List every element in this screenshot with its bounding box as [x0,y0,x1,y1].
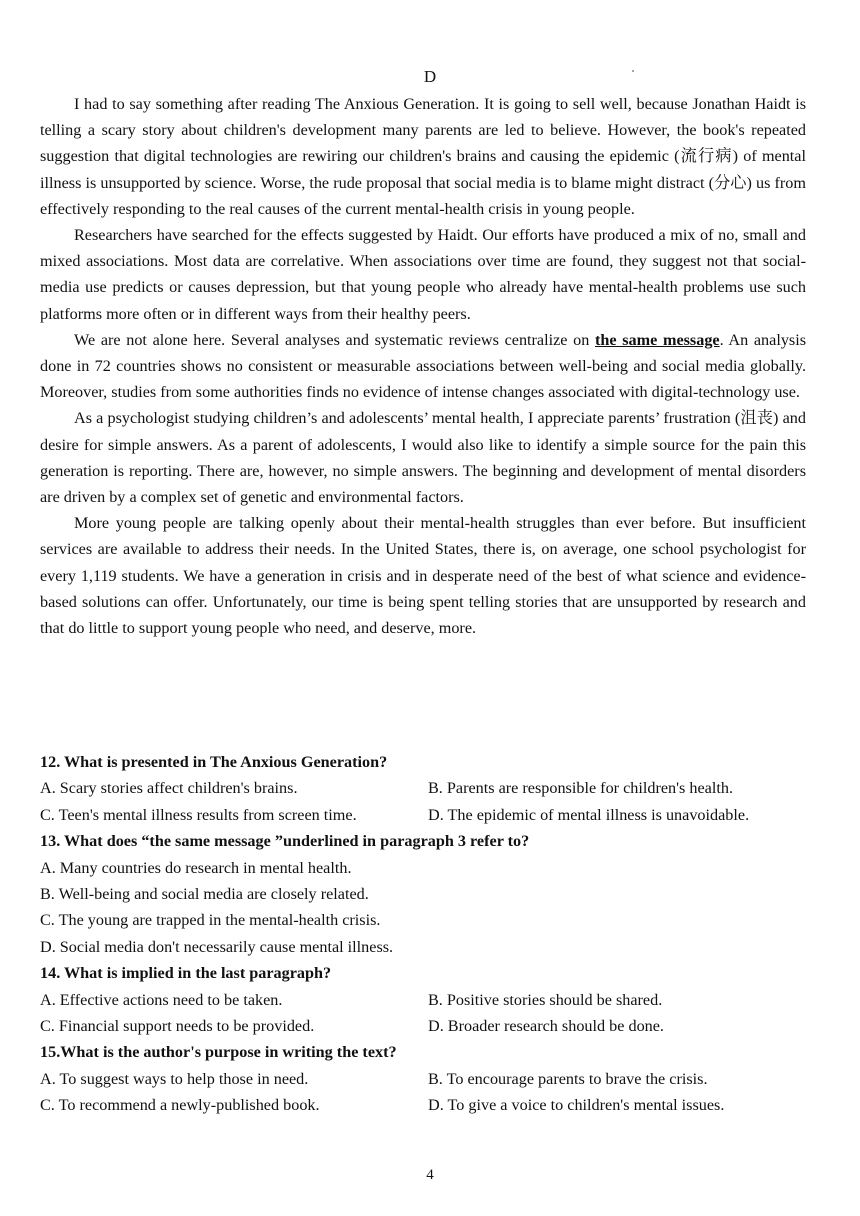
reading-passage [40,91,806,641]
question-list [40,749,810,1119]
question-12-option-c: C. Teen's mental illness results from screen time. [40,805,357,824]
section-heading: D [423,67,437,86]
question-14-stem: 14. What is implied in the last paragraph? [40,964,332,983]
question-12-options-row-2 [40,802,810,828]
question-15-options-row-1 [40,1066,810,1092]
scan-speck [632,70,634,72]
question-15-options-row-2 [40,1092,810,1118]
question-13-option-d: D. Social media don't necessarily cause mental illness. [40,937,394,956]
question-14-option-d: D. Broader research should be done. [428,1017,664,1036]
question-13-stem: 13. What does “the same message ”underlined in paragraph 3 refer to? [40,832,530,851]
paragraph-2: Researchers have searched for the effects suggested by Haidt. Our efforts have produced a mix of no, small and mixed associations. Most data are correlative. When associations over time are found, they suggest not that social-media use predicts or causes depression, but that young people who already have mental-health problems use such platforms more often or in different ways from their healthy peers. [40,226,806,323]
paragraph-3-end: . An analysis done in 72 countries shows no consistent or measurable associations between well-being and social media globally. Moreover, studies from some authorities finds no evidence of intense changes associated with digital-technology use. [40,330,807,402]
question-12-options-row-1 [40,775,810,801]
question-14-option-c: C. Financial support needs to be provided. [40,1017,315,1036]
question-15-option-b: B. To encourage parents to brave the crisis. [428,1069,708,1088]
question-12-option-b: B. Parents are responsible for children's health. [428,779,733,798]
paragraph-5: More young people are talking openly about their mental-health struggles than ever before. But insufficient services are available to address their needs. In the United States, there is, on average, one school psychologist for every 1,119 students. We have a generation in crisis and in desperate need of the best of what science and evidence-based solutions can offer. Unfortunately, our time is being spent telling stories that are unsupported by research and that do little to support young people who need, and deserve, more. [40,514,806,638]
page-number: 4 [426,1167,434,1183]
paragraph-3 [40,327,806,406]
question-15-stem: 15.What is the author's purpose in writing the text? [40,1043,397,1062]
question-14-options-row-2 [40,1013,810,1039]
question-12-option-a: A. Scary stories affect children's brains. [40,779,298,798]
paragraph-4: As a psychologist studying children’s and adolescents’ mental health, I appreciate parents’ frustration (沮丧) and desire for simple answers. As a parent of adolescents, I would also like to identify a simple source for the pain this generation is reporting. There are, however, no simple answers. The beginning and development of mental disorders are driven by a complex set of genetic and environmental factors. [40,409,806,507]
question-12-option-d: D. The epidemic of mental illness is unavoidable. [428,805,750,824]
question-14-options-row-1 [40,987,810,1013]
question-13-option-a: A. Many countries do research in mental health. [40,858,352,877]
paragraph-1: I had to say something after reading The Anxious Generation. It is going to sell well, because Jonathan Haidt is telling a scary story about children's development many parents are led to believe. However, the book's repeated suggestion that digital technologies are rewiring our children's brains and causing the epidemic (流行病) of mental illness is unsupported by science. Worse, the rude proposal that social media is to blame might distract (分心) us from effectively responding to the real causes of the current mental-health crisis in young people. [40,95,806,218]
question-15-option-c: C. To recommend a newly-published book. [40,1096,320,1115]
question-13-option-c: C. The young are trapped in the mental-health crisis. [40,911,381,930]
question-15-option-d: D. To give a voice to children's mental issues. [428,1096,725,1115]
underlined-phrase: the same message [595,330,720,349]
question-14-option-a: A. Effective actions need to be taken. [40,990,283,1009]
question-13-option-b: B. Well-being and social media are closely related. [40,885,369,904]
question-14-option-b: B. Positive stories should be shared. [428,990,663,1009]
question-15-option-a: A. To suggest ways to help those in need. [40,1069,309,1088]
paragraph-3-start: We are not alone here. Several analyses and systematic reviews centralize on [74,330,595,349]
question-12-stem: 12. What is presented in The Anxious Generation? [40,753,388,771]
